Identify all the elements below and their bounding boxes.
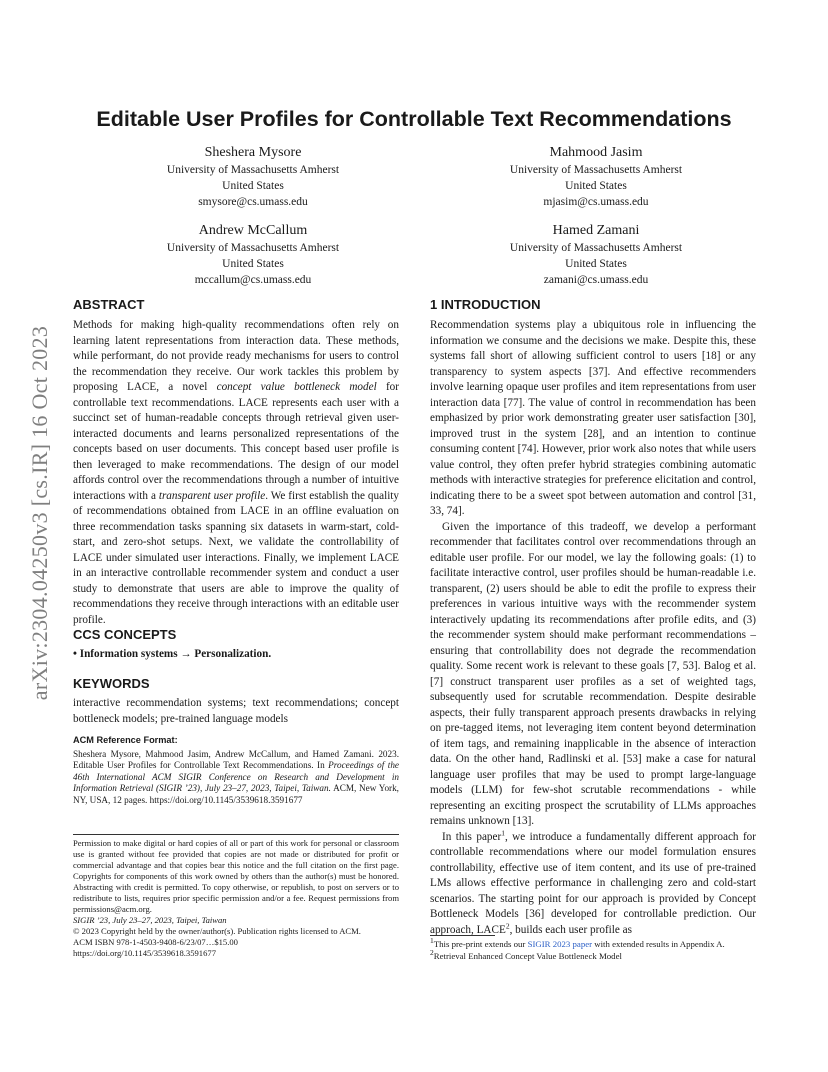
author-country: United States (565, 258, 627, 270)
author-name: Hamed Zamani (552, 223, 640, 238)
ccs-text (73, 647, 399, 663)
sigir-paper-link[interactable]: SIGIR 2023 paper (527, 939, 593, 949)
intro-body (430, 318, 756, 938)
permission-text: Permission to make digital or hard copies of all or part of this work for personal or classroom use is granted without fee provided that copies are not made or distributed for profit or commercial advantage and that copies bear this notice and the full citation on the first page. Copyrights for components of this work owned by others than the author(s) must be honored. Abstracting with credit is permitted. To copy otherwise, or republish, to post on servers or to redistribute to lists, requires prior specific permission and/or a fee. Request permissions from permissions@acm.org. (73, 838, 399, 914)
footnote-2: $^2$Retrieval Enhanced Concept Value Bottleneck Model (430, 948, 622, 961)
isbn-line: ACM ISBN 978-1-4503-9408-6/23/07…$15.00 (73, 937, 238, 947)
author-email: mccallum@cs.umass.edu (194, 274, 312, 286)
author-name: Mahmood Jasim (549, 145, 643, 160)
author-affiliation: University of Massachusetts Amherst (166, 242, 340, 254)
abstract-emphasis: concept value bottleneck model (216, 381, 377, 393)
author-country: United States (222, 180, 284, 192)
arxiv-stamp: arXiv:2304.04250v3 [cs.IR] 16 Oct 2023 (27, 325, 52, 701)
footnotes (430, 938, 756, 962)
abstract-text: . We first establish the quality of recommendations obtained from LACE in an offline evaluation on three recommendation tasks spanning six datasets in warm-start, cold-start, and zero-shot setups. Next, we validate the controllability of LACE under simulated user interactions. Finally, we implement LACE in an interactive controllable recommender system and conduct a user study to demonstrate that users are able to improve the quality of recommendations they receive through interactions with an editable user profile. (73, 489, 400, 626)
author-email: mjasim@cs.umass.edu (543, 196, 649, 208)
author-block (446, 144, 746, 210)
footnote-1: $^1$This pre-print extends our SIGIR 2023 paper with extended results in Appendix A. (430, 936, 725, 949)
reference-text: ACM, New York, NY, USA, 12 pages. https://doi.org/10.1145/3539618.3591677 (73, 783, 399, 805)
author-name: Andrew McCallum (198, 223, 308, 238)
author-email: zamani@cs.umass.edu (543, 274, 649, 286)
author-block (103, 222, 403, 288)
abstract-body (73, 318, 399, 628)
author-email: smysore@cs.umass.edu (198, 196, 308, 208)
reference-text: Sheshera Mysore, Mahmood Jasim, Andrew McCallum, and Hamed Zamani. 2023. Editable User Profiles for Controllable Text Recommendations. In (73, 748, 399, 770)
doi-line: https://doi.org/10.1145/3539618.3591677 (73, 948, 216, 958)
author-country: United States (222, 258, 284, 270)
permission-notice (73, 838, 399, 959)
abstract-text: Methods for making high-quality recommendations often rely on learning latent representations from interaction data. These methods, while performant, do not provide ready mechanisms for users to control the recommendation they receive. Our work tackles this problem by proposing LACE, a novel (73, 319, 399, 393)
reference-proceedings: Proceedings of the 46th International ACM SIGIR Conference on Research and Development in Information Retrieval (SIGIR ’23), July 23–27, 2023, Taipei, Taiwan. (73, 760, 399, 793)
ccs-heading: CCS CONCEPTS (73, 627, 177, 642)
intro-paragraph: Given the importance of this tradeoff, we develop a performant recommender that facilitates control over recommendations through an editable user profile. For our model, we lay the following goals: (1) to facilitate interactive control, user profiles should be human-readable i.e. transparent, (2) users should be able to edit the profile to express their preferences in various intuitive ways with the recommender system interactively updating its recommendations after profile edits, and (3) the recommender system should make performant recommendations – ensuring that controllability does not degrade the recommendation quality. Some recent work is relevant to these goals [7, 53]. Balog et al. [7] construct transparent user profiles as a set of weighted tags, subsequently used for scrutable recommendation. Despite desirable aspects, their fully transparent approach presents drawbacks in relying on pre-tagged items, not leveraging item content beyond determination of item tags, and remaining inapplicable in the absence of interaction data. On the other hand, Radlinski et al. [53] make a case for natural language user profiles that may be used to prompt large-language models (LLM) for few-shot scrutable recommendations - while representing an exciting prospect the scrutability of LLMs approaches remains unknown [13]. (430, 520, 756, 827)
author-block (103, 144, 403, 210)
abstract-heading: ABSTRACT (73, 297, 145, 312)
keywords-text: interactive recommendation systems; text recommendations; concept bottleneck models; pre-trained language models (73, 697, 399, 725)
keywords-heading: KEYWORDS (73, 676, 150, 691)
divider (73, 834, 399, 835)
abstract-text: for controllable text recommendations. LACE represents each user with a succinct set of human-readable concepts through retrieval given user-interacted documents and learns personalized representations of the concepts based on user documents. This concept based user profile is then leveraged to make recommendations. The design of our model affords control over the recommendations through a number of intuitive interactions with a (73, 381, 400, 502)
acm-reference (73, 735, 399, 806)
author-affiliation: University of Massachusetts Amherst (509, 164, 683, 176)
copyright-line: © 2023 Copyright held by the owner/author(s). Publication rights licensed to ACM. (73, 926, 361, 936)
paper-title: Editable User Profiles for Controllable Text Recommendations (96, 107, 732, 131)
abstract-emphasis: transparent user profile (158, 489, 266, 502)
intro-heading: 1 INTRODUCTION (430, 297, 541, 312)
author-name: Sheshera Mysore (204, 145, 302, 160)
reference-heading: ACM Reference Format: (73, 735, 178, 745)
author-block (446, 222, 746, 288)
intro-paragraph: In this paper$^1$, we introduce a fundamentally different approach for controllable recommendations where our model formulation ensures controllability, effective use of item content, and its use of pre-trained LMs allows effective performance in challenging zero and cold-start scenarios. The starting point for our approach is provided by Concept Bottleneck Models [36] developed for controllable prediction. Our approach, LACE$^2$, builds each user profile as (430, 827, 757, 936)
author-affiliation: University of Massachusetts Amherst (166, 164, 340, 176)
footnote-divider (430, 935, 495, 936)
conference-line: SIGIR ’23, July 23–27, 2023, Taipei, Taiwan (73, 915, 227, 925)
intro-paragraph: Recommendation systems play a ubiquitous role in influencing the information we consume and the decisions we make. Despite this, these systems fall short of allowing sufficient control to users [18] or any transparency to system aspects [37]. And effective recommenders involve learning opaque user profiles and item representations from user interaction data [77]. The value of control in recommendation has been emphasized by prior work demonstrating greater user satisfaction [30], improved trust in the system [28], and an intention to continue consuming content [74]. However, prior work also notes that while users value control, they often prefer hybrid strategies combining automatic methods with interactive strategies for preference elicitation and control, indicating there to be a sweet spot between automation and control [31, 33, 74]. (430, 319, 756, 517)
ccs-concepts: • Information systems → Personalization. (73, 648, 272, 660)
footnote-marker: 1 (501, 827, 505, 837)
author-affiliation: University of Massachusetts Amherst (509, 242, 683, 254)
footnote-marker: 2 (505, 920, 510, 930)
author-country: United States (565, 180, 627, 192)
